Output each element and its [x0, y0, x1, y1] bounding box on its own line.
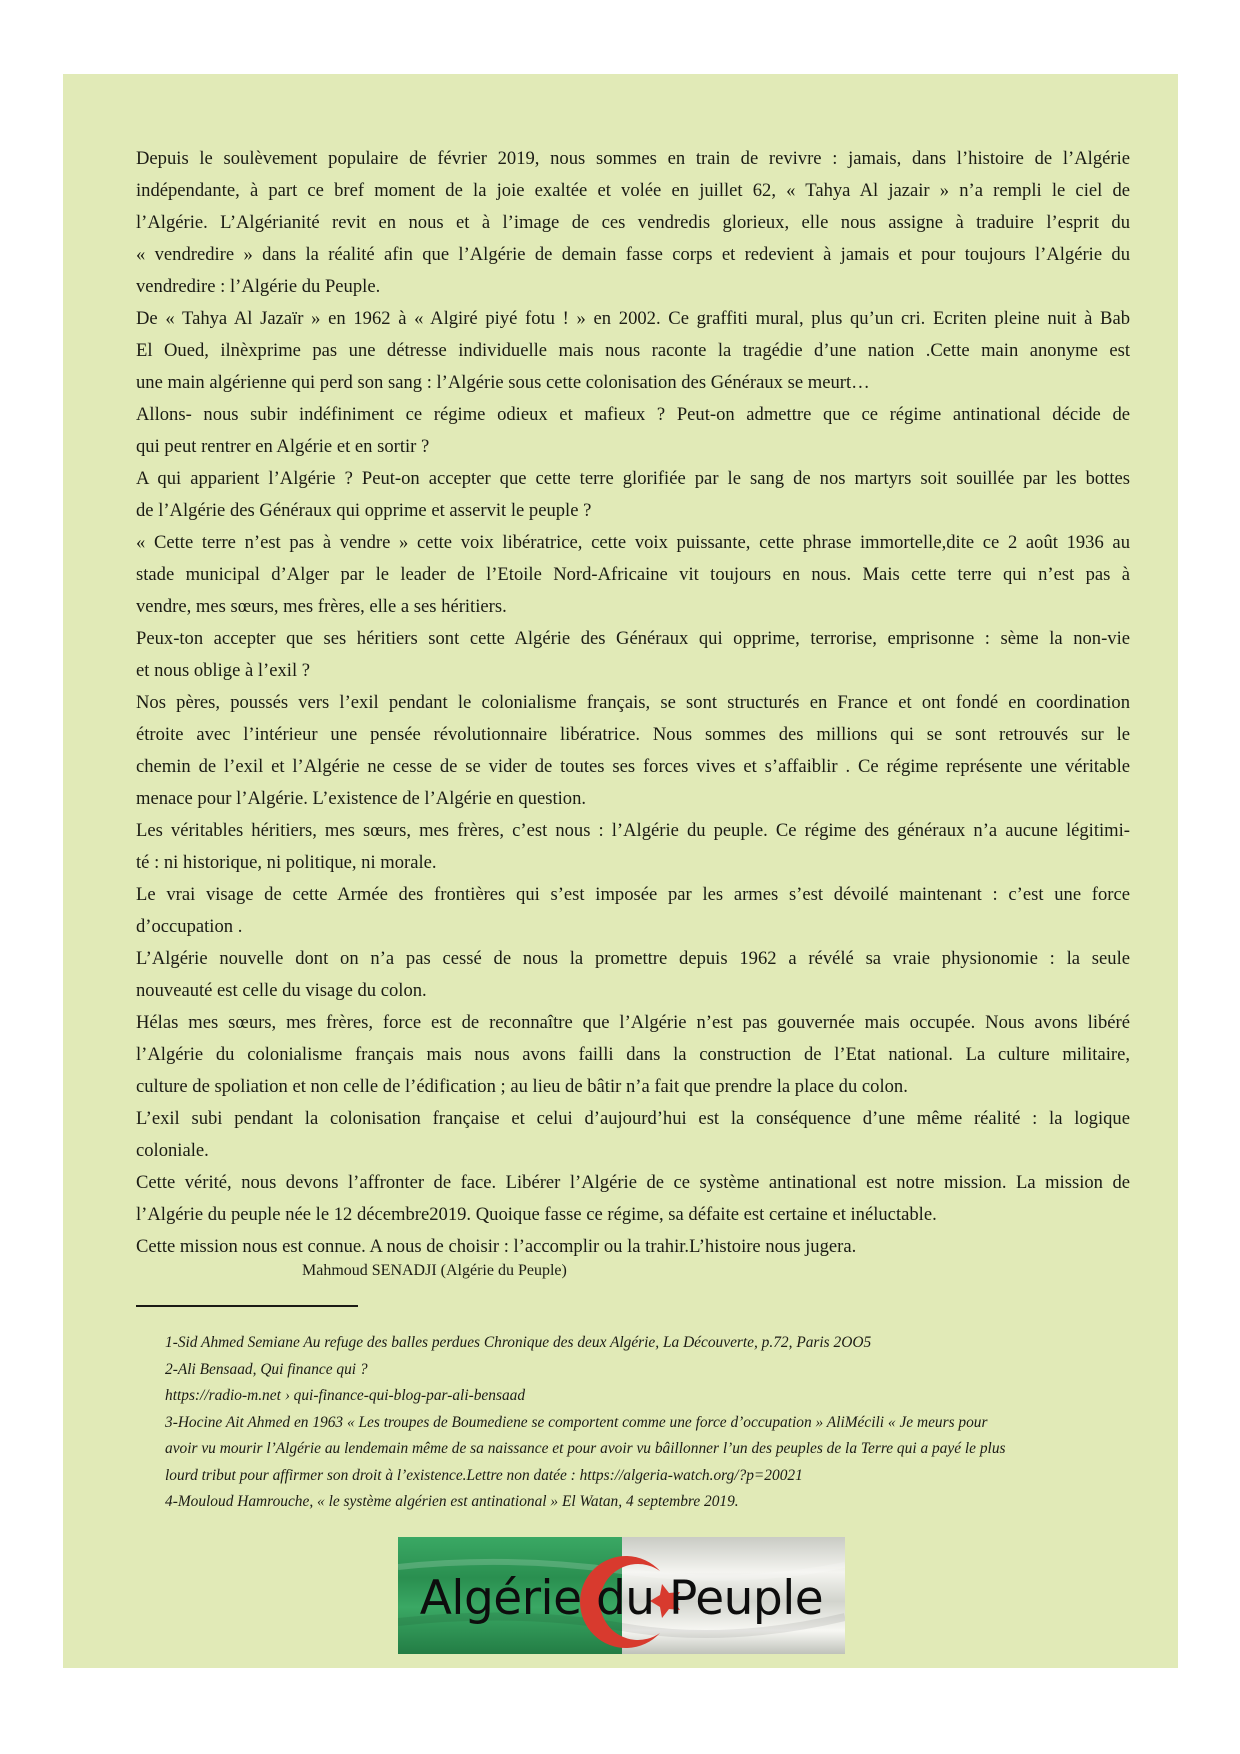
algerie-du-peuple-banner: [398, 1537, 845, 1654]
footnote-line: https://radio-m.net › qui-finance-qui-blog-par-ali-bensaad: [165, 1387, 526, 1404]
article-line: De « Tahya Al Jazaïr » en 1962 à « Algiré piyé fotu ! » en 2002. Ce graffiti mural, plus qu’un cri. Ecriten pleine nuit à Bab: [136, 308, 1130, 329]
article-line: vendre, mes sœurs, mes frères, elle a ses héritiers.: [136, 596, 507, 617]
article-line: qui peut rentrer en Algérie et en sortir ?: [136, 436, 430, 457]
article-line: A qui apparient l’Algérie ? Peut-on accepter que cette terre glorifiée par le sang de nos martyrs soit souillée par les bottes: [136, 468, 1130, 489]
article-line: L’exil subi pendant la colonisation française et celui d’aujourd’hui est la conséquence d’une même réalité : la logique: [136, 1108, 1130, 1129]
article-line: L’Algérie nouvelle dont on n’a pas cessé de nous la promettre depuis 1962 a révélé sa vraie physionomie : la seule: [136, 948, 1130, 969]
article-line: Depuis le soulèvement populaire de février 2019, nous sommes en train de revivre : jamais, dans l’histoire de l’Algérie: [136, 148, 1130, 169]
article-line: nouveauté est celle du visage du colon.: [136, 980, 427, 1001]
article-line: coloniale.: [136, 1140, 209, 1161]
footnote-separator: [136, 1305, 358, 1307]
article-line: une main algérienne qui perd son sang : l’Algérie sous cette colonisation des Généraux se meurt…: [136, 372, 870, 393]
footnote-line: lourd tribut pour affirmer son droit à l’existence.Lettre non datée : https://algeria-watch.org/?p=20021: [165, 1466, 803, 1484]
article-body: [136, 143, 1130, 1263]
article-line: Le vrai visage de cette Armée des frontières qui s’est imposée par les armes s’est dévoilé maintenant : c’est une force: [136, 884, 1130, 905]
article-line: El Oued, ilnèxprime pas une détresse individuelle mais nous raconte la tragédie d’une nation .Cette main anonyme est: [136, 340, 1130, 361]
article-line: l’Algérie. L’Algérianité revit en nous et à l’image de ces vendredis glorieux, elle nous assigne à traduire l’esprit du: [136, 212, 1130, 233]
article-line: l’Algérie du peuple née le 12 décembre2019. Quoique fasse ce régime, sa défaite est certaine et inéluctable.: [136, 1204, 937, 1225]
author-signature: Mahmoud SENADJI (Algérie du Peuple): [302, 1262, 567, 1279]
footnote-line: 3-Hocine Ait Ahmed en 1963 « Les troupes de Boumediene se comportent comme une force d’occupation » AliMécili « Je meurs pour: [165, 1413, 988, 1431]
article-line: chemin de l’exil et l’Algérie ne cesse de se vider de toutes ses forces vives et s’affaiblir . Ce régime représente une véritable: [136, 756, 1130, 777]
article-line: Les véritables héritiers, mes sœurs, mes frères, c’est nous : l’Algérie du peuple. Ce régime des généraux n’a aucune légitimi-: [136, 820, 1130, 841]
article-line: vendredire : l’Algérie du Peuple.: [136, 276, 381, 297]
article-line: Peux-ton accepter que ses héritiers sont cette Algérie des Généraux qui opprime, terrorise, emprisonne : sème la non-vie: [136, 628, 1130, 649]
article-line: l’Algérie du colonialisme français mais nous avons failli dans la construction de l’Etat national. La culture militaire,: [136, 1044, 1130, 1065]
article-line: « Cette terre n’est pas à vendre » cette voix libératrice, cette voix puissante, cette phrase immortelle,dite ce 2 août 1936 au: [136, 532, 1130, 553]
article-line: et nous oblige à l’exil ?: [136, 660, 311, 681]
article-line: menace pour l’Algérie. L’existence de l’Algérie en question.: [136, 788, 587, 809]
article-line: stade municipal d’Alger par le leader de l’Etoile Nord-Africaine vit toujours en nous. Mais cette terre qui n’est pas à: [136, 564, 1130, 585]
article-line: « vendredire » dans la réalité afin que l’Algérie de demain fasse corps et redevient à jamais et pour toujours l’Algérie du: [136, 244, 1130, 265]
footnote-line: avoir vu mourir l’Algérie au lendemain même de sa naissance et pour avoir vu bâillonner l’un des peuples de la Terre qui a payé le plus: [165, 1440, 1006, 1457]
article-line: de l’Algérie des Généraux qui opprime et asservit le peuple ?: [136, 500, 592, 521]
footnotes: [165, 1330, 1130, 1516]
article-line: Hélas mes sœurs, mes frères, force est de reconnaître que l’Algérie n’est pas gouvernée mais occupée. Nous avons libéré: [136, 1012, 1130, 1033]
article-line: culture de spoliation et non celle de l’édification ; au lieu de bâtir n’a fait que prendre la place du colon.: [136, 1076, 908, 1097]
article-line: Nos pères, poussés vers l’exil pendant le colonialisme français, se sont structurés en France et ont fondé en coordination: [136, 692, 1130, 713]
article-line: Allons- nous subir indéfiniment ce régime odieux et mafieux ? Peut-on admettre que ce régime antinational décide de: [136, 404, 1130, 425]
footnote-line: 2-Ali Bensaad, Qui finance qui ?: [165, 1360, 368, 1378]
footnote-line: 1-Sid Ahmed Semiane Au refuge des balles perdues Chronique des deux Algérie, La Découverte, p.72, Paris 2OO5: [165, 1334, 872, 1351]
article-line: étroite avec l’intérieur une pensée révolutionnaire libératrice. Nous sommes des millions qui se sont retrouvés sur le: [136, 724, 1130, 745]
article-line: indépendante, à part ce bref moment de la joie exaltée et volée en juillet 62, « Tahya Al jazair » n’a rempli le ciel de: [136, 180, 1130, 201]
article-line: d’occupation .: [136, 916, 243, 937]
article-line: Cette vérité, nous devons l’affronter de face. Libérer l’Algérie de ce système antinational est notre mission. La mission de: [136, 1172, 1130, 1193]
article-line: Cette mission nous est connue. A nous de choisir : l’accomplir ou la trahir.L’histoire nous jugera.: [136, 1236, 857, 1257]
article-line: té : ni historique, ni politique, ni morale.: [136, 852, 437, 873]
footnote-line: 4-Mouloud Hamrouche, « le système algérien est antinational » El Watan, 4 septembre 2019.: [165, 1493, 739, 1510]
banner-title: Algérie du Peuple: [419, 1571, 824, 1626]
